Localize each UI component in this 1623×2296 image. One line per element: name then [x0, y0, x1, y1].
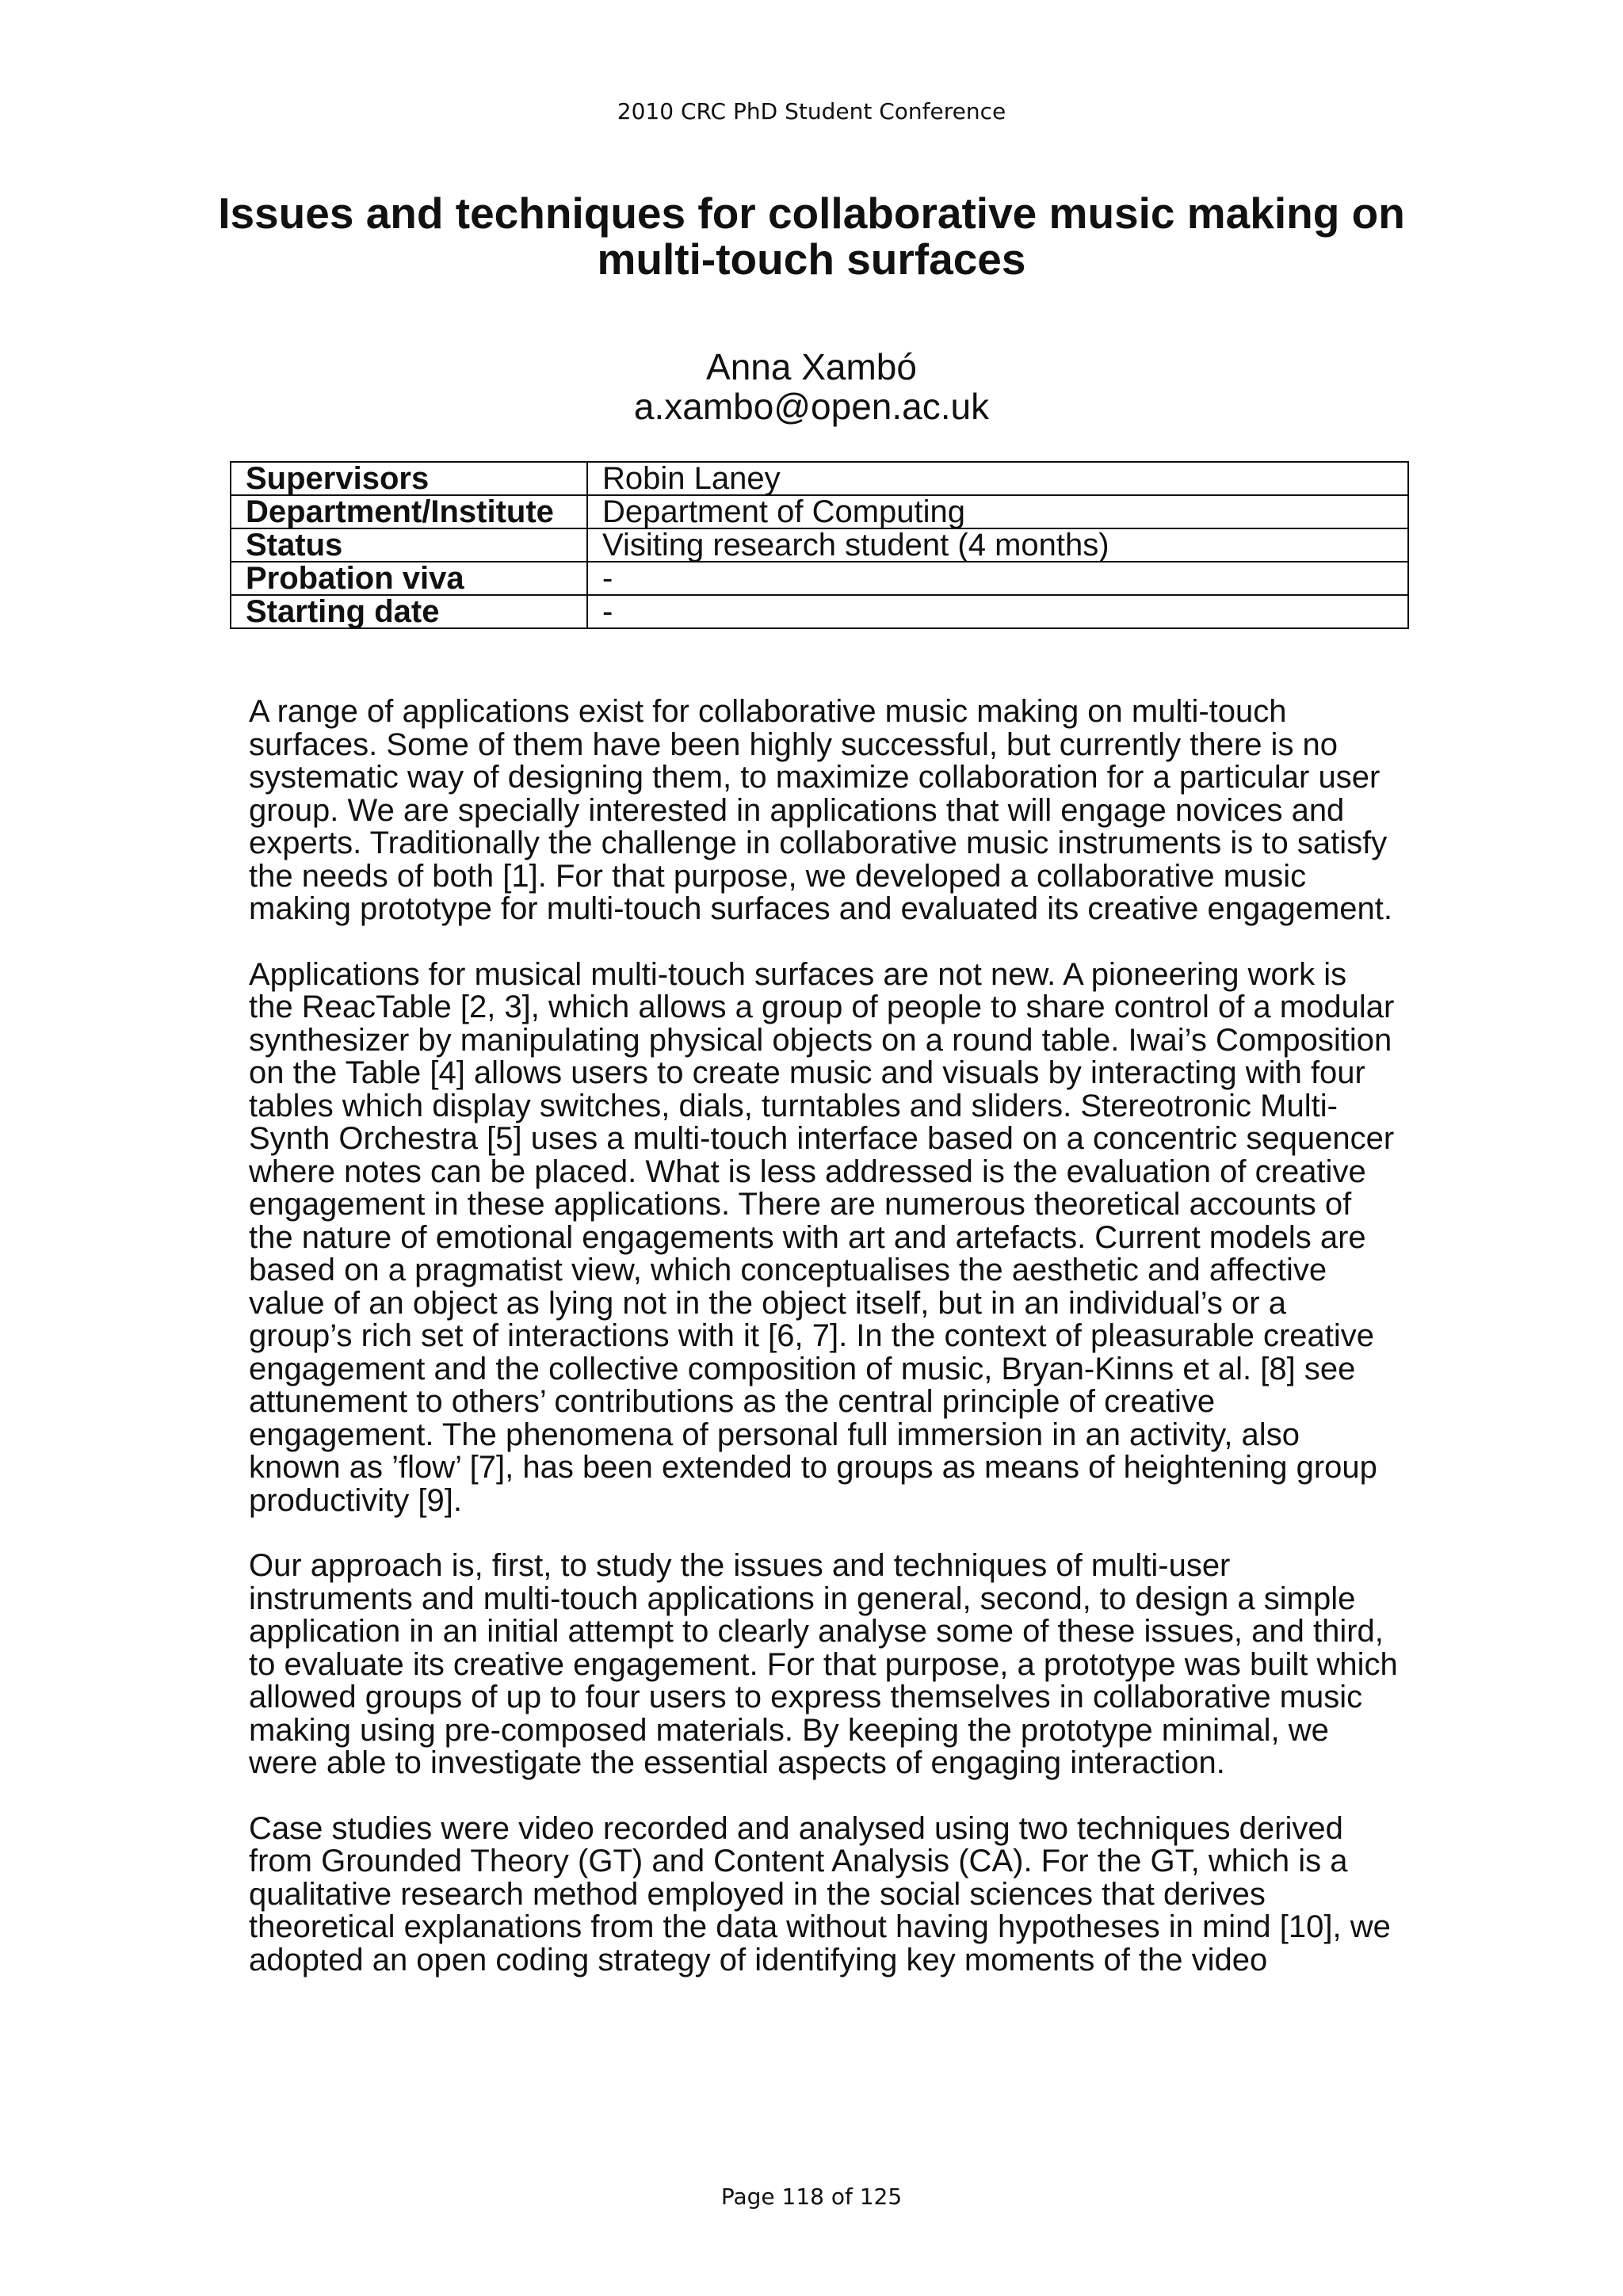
author-block	[0, 347, 1623, 426]
table-row	[231, 462, 1408, 495]
paragraph: Applications for musical multi-touch surfaces are not new. A pioneering work is the ReacTable [2, 3], which allows a group of people to share control of a modular synthesizer by manipulating physical objects on a round table. Iwai’s Composition on the Table [4] allows users to create music and visuals by interacting with four tables which display switches, dials, turntables and sliders. Stereotronic Multi-Synth Orchestra [5] uses a multi-touch interface based on a concentric sequencer where notes can be placed. What is less addressed is the evaluation of creative engagement in these applications. There are numerous theoretical accounts of the nature of emotional engagements with art and artefacts. Current models are based on a pragmatist view, which conceptualises the aesthetic and affective value of an object as lying not in the object itself, but in an individual’s or a group’s rich set of interactions with it [6, 7]. In the context of pleasurable creative engagement and the collective composition of music, Bryan-Kinns et al. [8] see attunement to others’ contributions as the central principle of creative engagement. The phenomena of personal full immersion in an activity, also known as ’flow’ [7], has been extended to groups as means of heightening group productivity [9].	[249, 956, 1395, 1518]
table-row	[231, 562, 1408, 595]
paragraph: A range of applications exist for collaborative music making on multi-touch surfaces. Some of them have been highly successful, but currently there is no systematic way of designing them, to maximize collaboration for a particular user group. We are specially interested in applications that will engage novices and experts. Traditionally the challenge in collaborative music instruments is to satisfy the needs of both [1]. For that purpose, we developed a collaborative music making prototype for multi-touch surfaces and evaluated its creative engagement.	[249, 694, 1393, 926]
row-value: Department of Computing	[587, 495, 1408, 528]
row-label: Status	[231, 528, 587, 562]
row-label: Probation viva	[231, 562, 587, 595]
author-email: a.xambo@open.ac.uk	[633, 386, 990, 427]
row-label: Department/Institute	[231, 495, 587, 528]
author-name: Anna Xambó	[706, 346, 917, 387]
paper-title: Issues and techniques for collaborative music making on multi-touch surfaces	[218, 189, 1405, 284]
body-text	[249, 696, 1398, 2009]
metadata-table	[230, 461, 1409, 629]
row-value: Visiting research student (4 months)	[587, 528, 1408, 562]
conference-header: 2010 CRC PhD Student Conference	[617, 98, 1006, 124]
row-value: Robin Laney	[587, 462, 1408, 495]
table-row	[231, 528, 1408, 562]
page-number: Page 118 of 125	[720, 2183, 903, 2210]
table-row	[231, 495, 1408, 528]
paragraph: Our approach is, first, to study the issues and techniques of multi-user instruments and multi-touch applications in general, second, to design a simple application in an initial attempt to clearly analyse some of these issues, and third, to evaluate its creative engagement. For that purpose, a prototype was built which allowed groups of up to four users to express themselves in collaborative music making using pre-composed materials. By keeping the prototype minimal, we were able to investigate the essential aspects of engaging interaction.	[249, 1548, 1398, 1780]
row-label: Supervisors	[231, 462, 587, 495]
row-label: Starting date	[231, 595, 587, 628]
paragraph: Case studies were video recorded and analysed using two techniques derived from Grounded Theory (GT) and Content Analysis (CA). For the GT, which is a qualitative research method employed in the social sciences that derives theoretical explanations from the data without having hypotheses in mind [10], we adopted an open coding strategy of identifying key moments of the video	[249, 1810, 1391, 1978]
row-value: -	[587, 562, 1408, 595]
row-value: -	[587, 595, 1408, 628]
table-row	[231, 595, 1408, 628]
